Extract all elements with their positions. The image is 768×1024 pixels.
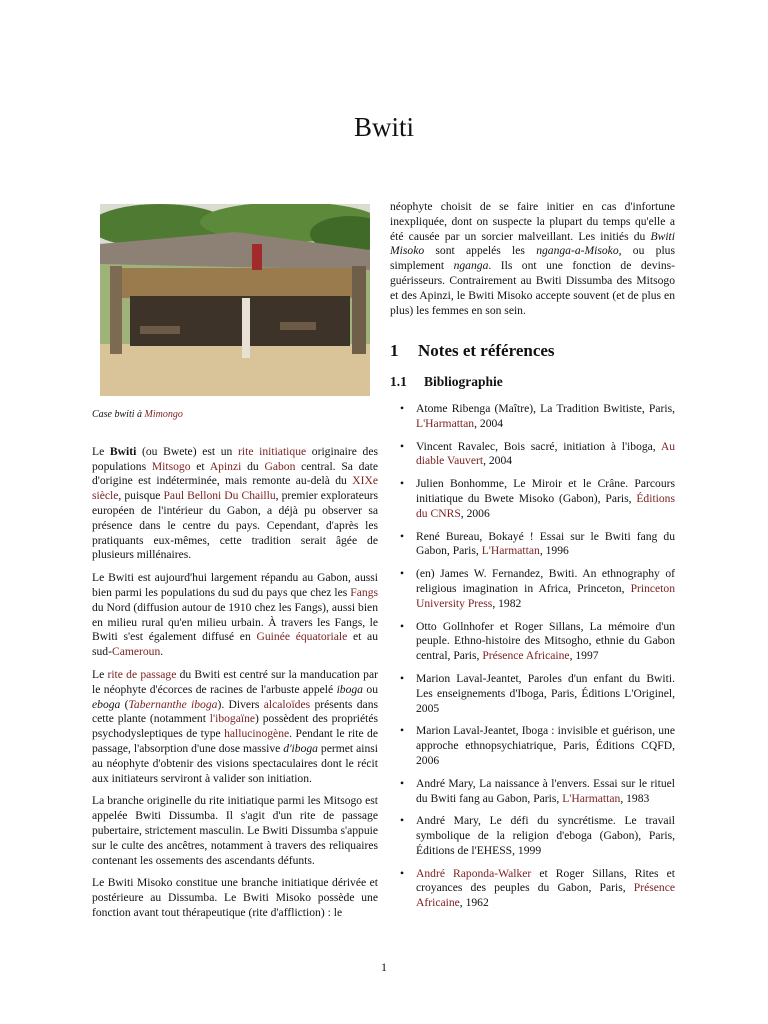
link-tabernanthe-iboga[interactable]: Tabernanthe iboga [128, 697, 218, 711]
misoko-paragraph: Le Bwiti Misoko constitue une branche initiatique dérivée et postérieure au Dissumba. Le Bwiti Misoko possède une fonction avant tout thérapeutique (rite d'affliction) : le [92, 876, 378, 919]
bib-publisher-link[interactable]: Présence Africaine [416, 881, 675, 910]
link-rite-initiatique[interactable]: rite initiatique [238, 444, 307, 458]
bibliography-item: • Marion Laval-Jeantet, Iboga : invisible et guérison, une approche ethnopsychiatrique, Paris, Éditions CQFD, 2006 [390, 724, 675, 768]
term-bwiti: Bwiti [109, 444, 137, 458]
bib-publisher-link[interactable]: Éditions du CNRS [416, 491, 675, 520]
bibliography-item: • René Bureau, Bokayé ! Essai sur le Bwiti fang du Gabon, Paris, L'Harmattan, 1996 [390, 530, 675, 560]
bibliography-list [390, 402, 675, 911]
dissumba-paragraph: La branche originelle du rite initiatique parmi les Mitsogo est appelée Bwiti Dissumba. Il s'agit d'un rite de passage pubertaire, strictement masculin. Le Bwiti Dissumba s'appuie sur le culte des ancêtres, notamment à travers des reliquaires contenant les ossements des ascendants défunts. [92, 794, 378, 867]
link-fangs[interactable]: Fangs [350, 585, 378, 599]
intro-paragraph: Le Bwiti (ou Bwete) est un rite initiatique originaire des populations Mitsogo et Apinzi du Gabon central. Sa date d'origine est indéterminée, mais remonte au-delà du XIXe siècle, puisque Paul Belloni Du Chaillu, premier explorateurs européen de l'intérieur du Gabon, a déjà pu observer sa présence dans le centre du pays. Cependant, d'après les pratiquants eux-mêmes, cette tradition serait âgée de plusieurs millénaires. [92, 444, 379, 562]
bib-publisher-link[interactable]: L'Harmattan [416, 416, 475, 430]
spread-paragraph: Le Bwiti est aujourd'hui largement répandu au Gabon, aussi bien parmi les populations du sud du pays que chez les Fangs du Nord (diffusion autour de 1910 chez les Fangs), aussi bien en milieu rural qu'en milieu urbain. À travers les Fangs, le Bwiti s'est également diffusé en Guinée équatoriale et au sud-Cameroun. [92, 571, 378, 659]
caption-link-mimongo[interactable]: Mimongo [144, 409, 183, 420]
bib-publisher-link[interactable]: Princeton University Press [416, 581, 675, 610]
bib-publisher-link[interactable]: Au diable Vauvert [416, 439, 675, 468]
misoko-continued-paragraph: néophyte choisit de se faire initier en cas d'infortune inexpliquée, dont on suspecte la plupart du temps qu'elle a été causée par un sorcier malveillant. Les initiés du Bwiti Misoko sont appelés les nganga-a-Misoko, ou plus simplement nganga. Ils ont une fonction de devins-guérisseurs. Contrairement au Bwiti Dissumba des Mitsogo et des Apinzi, le Bwiti Misoko accepte souvent (et de plus en plus) les femmes en son sein. [390, 200, 675, 317]
link-hallucinogene[interactable]: hallucinogène [224, 727, 290, 741]
bibliography-item: • Marion Laval-Jeantet, Paroles d'un enfant du Bwiti. Les enseignements d'Iboga, Paris, Éditions L'Originel, 2005 [390, 672, 675, 716]
link-xix-siecle[interactable]: XIXe siècle [92, 474, 378, 503]
rite-paragraph: Le rite de passage du Bwiti est centré sur la manducation par le néophyte d'écorces de racines de l'arbuste appelé iboga ou eboga (Tabernanthe iboga). Divers alcaloïdes présents dans cette plante (notamment l'ibogaïne) possèdent des propriétés psychodysleptiques de type hallucinogène. Pendant le rite de passage, l'absorption d'une dose massive d'iboga permet ainsi au néophyte d'obtenir des visions spectaculaires dont le récit aux initiateurs serviront à valider son initiation. [92, 667, 379, 785]
bibliography-item: • (en) James W. Fernandez, Bwiti. An ethnography of religious imagination in Africa, Princeton, Princeton University Press, 1982 [390, 567, 675, 611]
link-rite-de-passage[interactable]: rite de passage [107, 667, 177, 681]
link-apinzi[interactable]: Apinzi [209, 459, 242, 473]
link-cameroun[interactable]: Cameroun [111, 645, 161, 659]
right-column [390, 200, 675, 919]
link-ibogaine[interactable]: l'ibogaïne [209, 712, 256, 726]
bib-publisher-link[interactable]: L'Harmattan [562, 791, 621, 805]
bibliography-item: • André Mary, La naissance à l'envers. Essai sur le rituel du Bwiti fang au Gabon, Paris, L'Harmattan, 1983 [390, 777, 675, 807]
link-alcaloides[interactable]: alcaloïdes [263, 697, 311, 711]
left-column [92, 204, 378, 929]
bibliography-item: • André Raponda-Walker et Roger Sillans, Rites et croyances des peuples du Gabon, Paris, Présence Africaine, 1962 [390, 867, 675, 911]
link-paul-belloni-du-chaillu[interactable]: Paul Belloni Du Chaillu [163, 489, 276, 503]
page-title: Bwiti [353, 112, 414, 142]
figure-caption [92, 408, 378, 423]
bib-publisher-link[interactable]: Présence Africaine [482, 649, 570, 663]
bibliography-item: • Atome Ribenga (Maître), La Tradition Bwitiste, Paris, L'Harmattan, 2004 [390, 402, 675, 432]
caption-text: Case bwiti à [92, 409, 145, 420]
photo-illustration [100, 204, 370, 396]
page-number: 1 [381, 960, 387, 974]
bibliography-item: • Julien Bonhomme, Le Miroir et le Crâne. Parcours initiatique du Bwete Misoko (Gabon), Paris, Éditions du CNRS, 2006 [390, 477, 675, 521]
bibliography-item: • Vincent Ravalec, Bois sacré, initiation à l'iboga, Au diable Vauvert, 2004 [390, 440, 675, 470]
link-mitsogo[interactable]: Mitsogo [151, 459, 191, 473]
subsection-heading: 1.1 Bibliographie [390, 374, 503, 390]
bib-publisher-link[interactable]: L'Harmattan [481, 544, 540, 558]
link-guinee-equatoriale[interactable]: Guinée équatoriale [256, 630, 348, 644]
bibliography-item: • Otto Gollnhofer et Roger Sillans, La mémoire d'un peuple. Ethno-histoire des Mitsogho, ethnie du Gabon central, Paris, Présence Africaine, 1997 [390, 620, 675, 664]
bib-author-link[interactable]: André Raponda-Walker [416, 866, 532, 880]
link-gabon[interactable]: Gabon [264, 459, 296, 473]
section-heading: 1 Notes et références [390, 341, 555, 361]
bibliography-item: • André Mary, Le défi du syncrétisme. Le travail symbolique de la religion d'eboga (Gabon), Paris, Éditions de l'EHESS, 1999 [390, 814, 675, 858]
hut-photo [100, 204, 370, 396]
